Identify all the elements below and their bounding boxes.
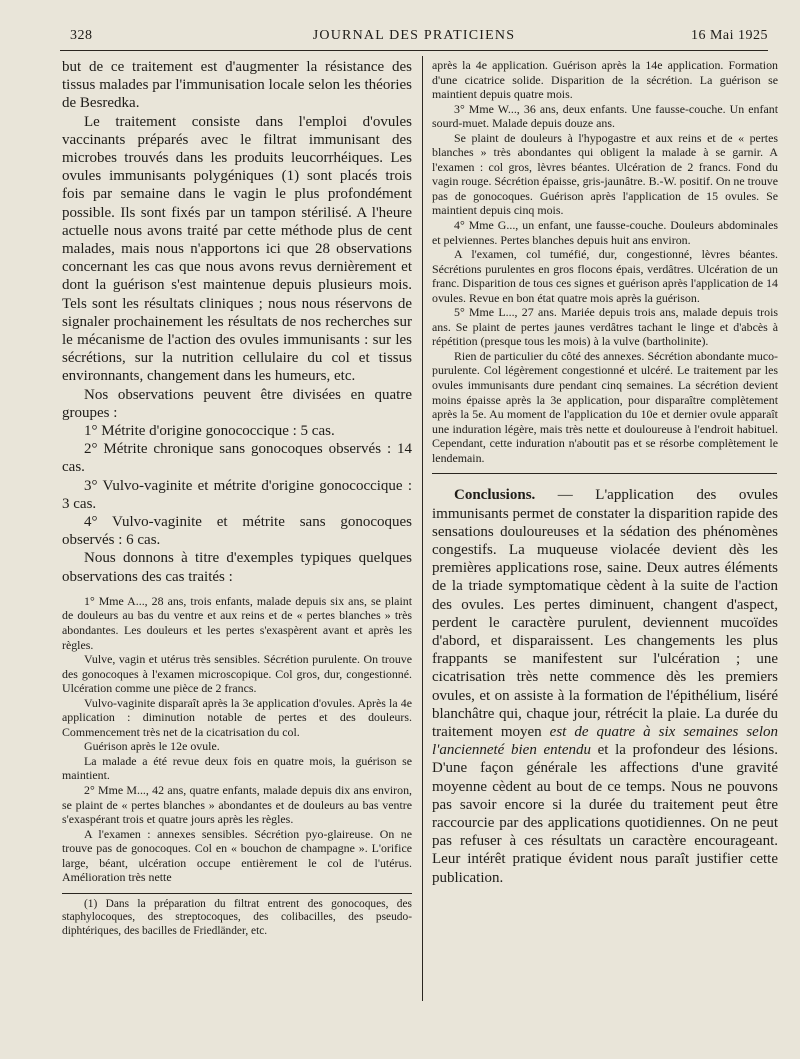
observation-paragraph: 3° Mme W..., 36 ans, deux enfants. Une fausse-couche. Un enfant sourd-muet. Malade depuis douze ans. (432, 101, 778, 131)
issue-date: 16 Mai 1925 (690, 28, 768, 43)
paragraph: Nos observations peuvent être divisées en quatre groupes : (62, 386, 412, 421)
footnote: (1) Dans la préparation du filtrat entrent des gonocoques, des staphylocoques, des streptocoques, des colibacilles, des pseudo-diphtériques, des bacilles de Friedländer, etc. (62, 897, 412, 937)
conclusions-text: — L'application des ovules immunisants permet de constater la disparition rapide des sensations douloureuses et la sédation des phénomènes congestifs. La muqueuse violacée devient dès les premières applications rose, saine. Deux autres éléments de la triade symptomatique cèdent à la suite de l'action des ovules. Les pertes diminuent, changent d'aspect, perdent le caractère purulent, deviennent mucoïdes d'abord, et disparaissent. Les changements les plus frappants se manifestent sur l'ulcération ; une cicatrisation très nette commence dès les premiers ovules, et on assiste à la formation de l'épithélium, liséré blanchâtre qui, chaque jour, rétrécit la plaie. La durée du traitement moyen (432, 487, 778, 740)
page-number: 328 (70, 28, 93, 43)
observation-paragraph: A l'examen : annexes sensibles. Sécrétion pyo-glaireuse. On ne trouve pas de gonocoques. Col en « bouchon de champagne ». L'orifice large, béant, ulcération occupe entièrement le col de l'utérus. Amélioration très nette (62, 826, 412, 885)
journal-title: JOURNAL DES PRATICIENS (312, 28, 516, 43)
observation-paragraph: Rien de particulier du côté des annexes. Sécrétion abondante muco-purulente. Col légèrement congestionné et ulcéré. Le traitement par les ovules immunisants dure pendant cinq semaines. La sécrétion devient moins épaisse après la 3e application, pour disparaître complètement après la 5e. Au moment de l'application du 10e et dernier ovule apparaît une induration légère, mais très nette et douloureuse à l'endroit habituel. Cependant, cette induration n'aboutit pas et se résorbe complètement le lendemain. (432, 348, 778, 465)
paragraph: Le traitement consiste dans l'emploi d'ovules vaccinants préparés avec le filtrat immunisant des microbes trouvés dans les produits leucorrhéiques. Les ovules immunisants polygéniques (1) sont placés trois fois par semaine dans le vagin le plus profondément possible. Ils sont fixés par un tampon stérilisé. A l'heure actuelle nous avons traité par cette méthode plus de cent malades, mais nous n'apportons ici que 28 observations concernant les cas que nous avons revus dernièrement et dont la guérison s'est maintenue depuis plusieurs mois. Tels sont les résultats cliniques ; nous nous réservons de signaler prochainement les résultats de nos recherches sur le mécanisme de l'action des ovules immunisants : sur les sécrétions, sur la nutrition cellulaire du col et tissus environnants, changement dans les humeurs, etc. (62, 113, 412, 385)
observation-paragraph: Guérison après le 12e ovule. (84, 739, 220, 754)
column-divider (422, 56, 423, 1001)
paragraph: Nous donnons à titre d'exemples typiques quelques observations des cas traités : (62, 550, 412, 585)
observation-paragraph: Vulve, vagin et utérus très sensibles. Sécrétion purulente. On trouve des gonocoques à l'examen microscopique. Col gros, dur, congestionné. Ulcération comme une pièce de 2 francs. (62, 652, 412, 696)
conclusions-emphasis: est de quatre à six semaines selon l'ancienneté bien entendu (432, 723, 778, 759)
observation-paragraph: La malade a été revue deux fois en quatre mois, la guérison se maintient. (62, 753, 412, 783)
observation-paragraph: A l'examen, col tuméfié, dur, congestionné, lèvres béantes. Sécrétions purulentes en gros flocons épais, verdâtres. Ulcération de un franc. Disparition de tous ces signes et guérison après l'application de 14 ovules. Revue en bon état quatre mois après la guérison. (432, 247, 778, 305)
observation-paragraph: 5° Mme L..., 27 ans. Mariée depuis trois ans, malade depuis trois ans. Se plaint de pertes jaunes verdâtres tachant le linge et d'abcès à répétition (presque tous les mois) à la vulve (bartholinite). (432, 305, 778, 349)
section-rule (432, 473, 777, 474)
conclusions-text-end: et la profondeur des lésions. D'une façon générale les affections d'une gravité moyenne cèdent au bout de ce temps. Nous ne pouvons pas savoir encore si la durée du traitement peut être raccourcie par des applications quotidiennes. On ne peut pas refuser à ces résultats un caractère encourageant. Leur intérêt pratique évident nous paraît justifier cette publication. (432, 742, 778, 886)
right-column (432, 58, 778, 998)
group-item: 2° Métrite chronique sans gonocoques observés : 14 cas. (62, 441, 412, 476)
conclusions-paragraph (432, 486, 778, 886)
paragraph: but de ce traitement est d'augmenter la résistance des tissus malades par l'immunisation locale selon les théories de Besredka. (62, 59, 412, 112)
observation-paragraph: 1° Mme A..., 28 ans, trois enfants, malade depuis six ans, se plaint de douleurs au bas du ventre et aux reins et de « pertes blanches » très abondantes. Les douleurs et les pertes s'exaspèrent avant et après les règles. (62, 593, 412, 652)
group-item: 1° Métrite d'origine gonococcique : 5 cas. (84, 423, 335, 440)
observation-paragraph: 4° Mme G..., un enfant, une fausse-couche. Douleurs abdominales et pelviennes. Pertes blanches depuis huit ans environ. (432, 218, 778, 247)
group-item: 3° Vulvo-vaginite et métrite d'origine gonococcique : 3 cas. (62, 477, 412, 512)
left-column (62, 58, 412, 998)
footnote-rule (62, 893, 412, 894)
group-item: 4° Vulvo-vaginite et métrite sans gonocoques observés : 6 cas. (62, 514, 412, 549)
observation-paragraph: Se plaint de douleurs à l'hypogastre et aux reins et de « pertes blanches » très abondantes qui obligent la malade à se garnir. A l'examen : col gros, lèvres béantes. Ulcération de 2 francs. Fond du vagin rouge. Sécrétion épaisse, gris-jaunâtre. B.-W. positif. On ne trouve pas de gonocoques. Guérison après l'application de 15 ovules. Se maintient depuis cinq mois. (432, 130, 778, 218)
conclusions-title: Conclusions. (454, 487, 536, 504)
observation-paragraph: Vulvo-vaginite disparaît après la 3e application d'ovules. Après la 4e application : diminution notable de pertes et des douleurs. Commencement très net de la cicatrisation du col. (62, 695, 412, 739)
observation-paragraph: après la 4e application. Guérison après la 14e application. Formation d'une cicatrice solide. Disparition de la sécrétion. La guérison se maintient depuis quatre mois. (432, 58, 778, 102)
page-header (60, 22, 768, 50)
header-rule (60, 50, 768, 51)
observation-paragraph: 2° Mme M..., 42 ans, quatre enfants, malade depuis dix ans environ, se plaint de « pertes blanches » abondantes et de douleurs au bas ventre s'exaspérant trois et quatre jours après les règles. (62, 783, 412, 827)
